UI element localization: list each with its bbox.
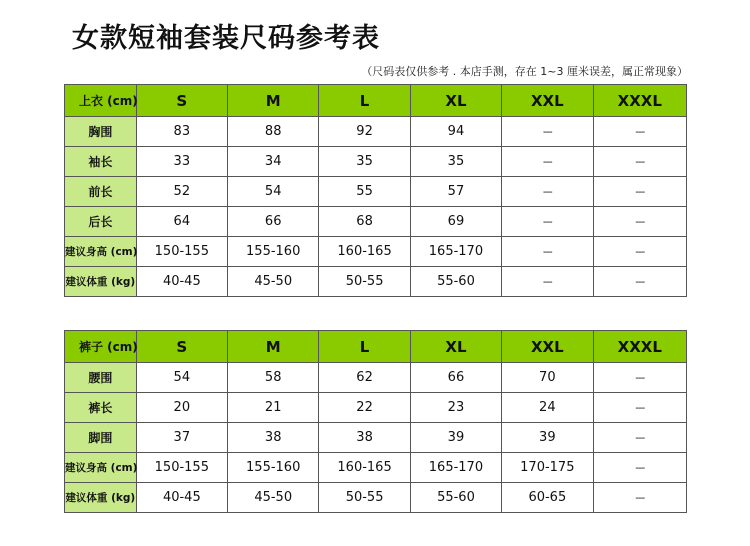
table-cell: --- <box>502 267 593 297</box>
table-cell: 23 <box>410 393 501 423</box>
table-cell: --- <box>502 147 593 177</box>
table-cell: 34 <box>228 147 319 177</box>
table-cell: --- <box>502 237 593 267</box>
table-cell: 50-55 <box>319 267 410 297</box>
table-cell: 33 <box>136 147 227 177</box>
table-cell: 35 <box>319 147 410 177</box>
table-row <box>65 423 687 453</box>
size-header-s: S <box>136 85 227 117</box>
table-cell: 64 <box>136 207 227 237</box>
table-cell: --- <box>593 117 686 147</box>
table-cell: 88 <box>228 117 319 147</box>
table-cell: 60-65 <box>502 483 593 513</box>
table-row <box>65 453 687 483</box>
bottom-header-row <box>65 331 687 363</box>
table-cell: 21 <box>228 393 319 423</box>
table-cell: 160-165 <box>319 453 410 483</box>
table-cell: 150-155 <box>136 237 227 267</box>
table-cell: --- <box>502 117 593 147</box>
table-cell: 68 <box>319 207 410 237</box>
table-cell: 37 <box>136 423 227 453</box>
table-cell: 38 <box>228 423 319 453</box>
size-header-xl: XL <box>410 85 501 117</box>
table-cell: --- <box>593 207 686 237</box>
table-row <box>65 237 687 267</box>
table-cell: 24 <box>502 393 593 423</box>
page-title: 女款短袖套装尺码参考表 <box>72 23 380 54</box>
table-cell: 69 <box>410 207 501 237</box>
table-cell: 35 <box>410 147 501 177</box>
table-cell: --- <box>593 237 686 267</box>
table-cell: 55 <box>319 177 410 207</box>
table-cell: 165-170 <box>410 237 501 267</box>
table-cell: 55-60 <box>410 267 501 297</box>
table-row <box>65 207 687 237</box>
row-label: 前长 <box>65 177 137 207</box>
table-cell: 92 <box>319 117 410 147</box>
row-label: 袖长 <box>65 147 137 177</box>
table-cell: --- <box>502 177 593 207</box>
table-cell: 39 <box>502 423 593 453</box>
table-cell: 40-45 <box>136 483 227 513</box>
table-row <box>65 363 687 393</box>
table-cell: 54 <box>228 177 319 207</box>
table-cell: --- <box>593 363 686 393</box>
table-cell: 40-45 <box>136 267 227 297</box>
table-row <box>65 117 687 147</box>
table-cell: --- <box>593 177 686 207</box>
table-cell: 155-160 <box>228 237 319 267</box>
row-label: 胸围 <box>65 117 137 147</box>
table-row <box>65 267 687 297</box>
size-header-l: L <box>319 85 410 117</box>
bottom-size-table <box>64 330 687 513</box>
size-header-xxl: XXL <box>502 331 593 363</box>
table-cell: 45-50 <box>228 267 319 297</box>
table-cell: --- <box>593 393 686 423</box>
table-row <box>65 393 687 423</box>
size-disclaimer-note: （尺码表仅供参考 . 本店手测，存在 1~3 厘米误差，属正常现象） <box>361 65 688 78</box>
size-header-xxxl: XXXL <box>593 331 686 363</box>
table-cell: 54 <box>136 363 227 393</box>
top-size-table <box>64 84 687 297</box>
top-header-label: 上衣 (cm) <box>65 85 137 117</box>
table-cell: --- <box>593 267 686 297</box>
table-cell: --- <box>593 423 686 453</box>
table-cell: 20 <box>136 393 227 423</box>
row-label: 裤长 <box>65 393 137 423</box>
size-header-m: M <box>228 331 319 363</box>
table-cell: 155-160 <box>228 453 319 483</box>
table-row <box>65 483 687 513</box>
table-cell: --- <box>593 147 686 177</box>
table-cell: 58 <box>228 363 319 393</box>
table-cell: 70 <box>502 363 593 393</box>
table-cell: 165-170 <box>410 453 501 483</box>
row-label: 建议体重 (kg) <box>65 483 137 513</box>
table-cell: 66 <box>410 363 501 393</box>
size-header-xxxl: XXXL <box>593 85 686 117</box>
row-label: 建议身高 (cm) <box>65 453 137 483</box>
table-row <box>65 147 687 177</box>
table-cell: 52 <box>136 177 227 207</box>
table-cell: --- <box>593 453 686 483</box>
table-cell: 66 <box>228 207 319 237</box>
top-header-row <box>65 85 687 117</box>
table-cell: --- <box>502 207 593 237</box>
table-cell: --- <box>593 483 686 513</box>
row-label: 脚围 <box>65 423 137 453</box>
table-cell: 39 <box>410 423 501 453</box>
table-cell: 55-60 <box>410 483 501 513</box>
table-row <box>65 177 687 207</box>
table-cell: 62 <box>319 363 410 393</box>
size-header-s: S <box>136 331 227 363</box>
row-label: 建议身高 (cm) <box>65 237 137 267</box>
table-cell: 45-50 <box>228 483 319 513</box>
bottom-header-label: 裤子 (cm) <box>65 331 137 363</box>
size-header-l: L <box>319 331 410 363</box>
size-header-xl: XL <box>410 331 501 363</box>
size-header-xxl: XXL <box>502 85 593 117</box>
size-header-m: M <box>228 85 319 117</box>
row-label: 建议体重 (kg) <box>65 267 137 297</box>
table-cell: 22 <box>319 393 410 423</box>
table-cell: 170-175 <box>502 453 593 483</box>
row-label: 后长 <box>65 207 137 237</box>
table-cell: 160-165 <box>319 237 410 267</box>
table-cell: 94 <box>410 117 501 147</box>
table-cell: 83 <box>136 117 227 147</box>
table-cell: 50-55 <box>319 483 410 513</box>
table-cell: 57 <box>410 177 501 207</box>
row-label: 腰围 <box>65 363 137 393</box>
table-cell: 150-155 <box>136 453 227 483</box>
table-cell: 38 <box>319 423 410 453</box>
